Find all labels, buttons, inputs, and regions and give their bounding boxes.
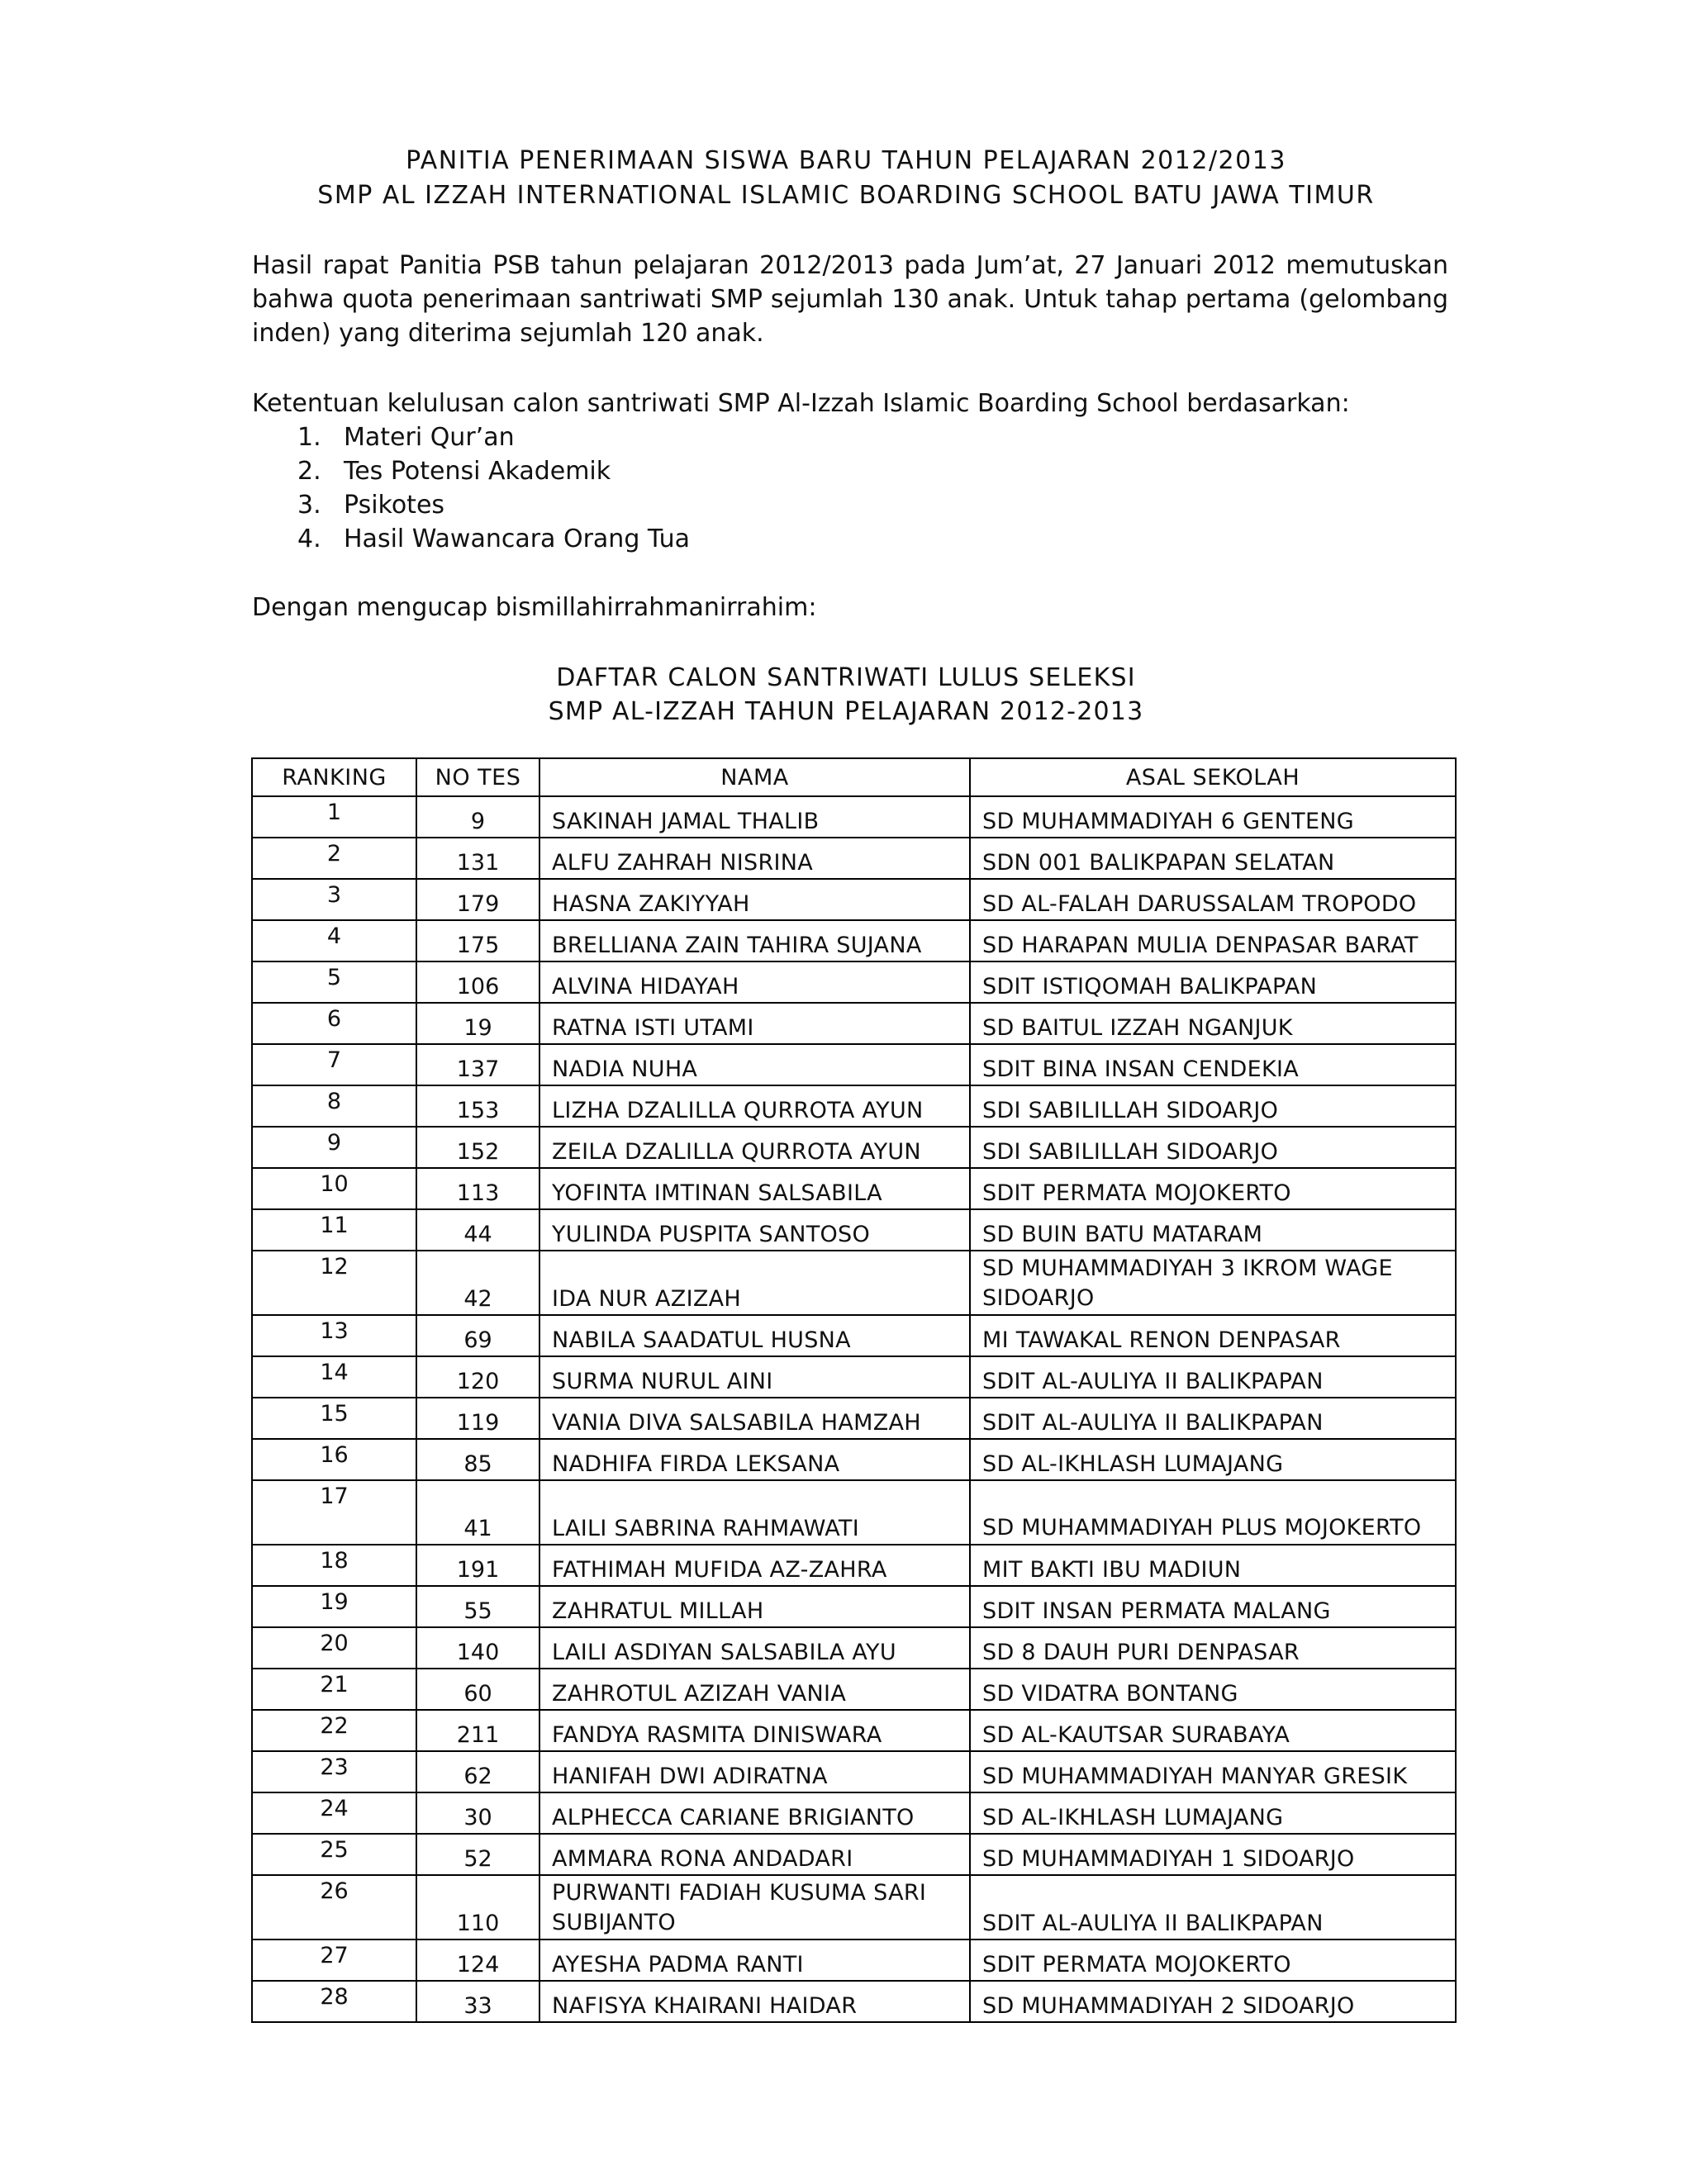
cell-nama: LAILI SABRINA RAHMAWATI: [539, 1480, 970, 1545]
cell-asal-sekolah: SD 8 DAUH PURI DENPASAR: [970, 1627, 1456, 1669]
criteria-number: 3.: [297, 491, 321, 520]
cell-ranking: 16: [252, 1439, 416, 1480]
cell-asal-sekolah: SD VIDATRA BONTANG: [970, 1669, 1456, 1710]
criteria-text: Psikotes: [344, 491, 445, 520]
cell-asal-sekolah: SD BUIN BATU MATARAM: [970, 1209, 1456, 1251]
cell-ranking: 15: [252, 1398, 416, 1439]
table-row: [252, 1398, 1456, 1439]
cell-ranking: 4: [252, 920, 416, 961]
cell-nama: SAKINAH JAMAL THALIB: [539, 796, 970, 838]
cell-asal-sekolah: SDIT BINA INSAN CENDEKIA: [970, 1044, 1456, 1085]
cell-nama: HASNA ZAKIYYAH: [539, 879, 970, 920]
cell-nama: RATNA ISTI UTAMI: [539, 1003, 970, 1044]
table-row: [252, 1168, 1456, 1209]
intro-line: Hasil rapat Panitia PSB tahun pelajaran 2012/2013 pada Jum’at, 27 Januari 2012 memutuskan: [252, 251, 1448, 280]
cell-nama: ALVINA HIDAYAH: [539, 961, 970, 1003]
cell-ranking: 21: [252, 1669, 416, 1710]
cell-ranking: 22: [252, 1710, 416, 1751]
cell-no-tes: 179: [416, 879, 539, 920]
cell-nama: SURMA NURUL AINI: [539, 1356, 970, 1398]
cell-ranking: 5: [252, 961, 416, 1003]
cell-ranking: 9: [252, 1127, 416, 1168]
criteria-list: [297, 420, 690, 556]
cell-no-tes: 44: [416, 1209, 539, 1251]
table-row: [252, 1356, 1456, 1398]
cell-no-tes: 106: [416, 961, 539, 1003]
header-nama: NAMA: [539, 758, 970, 796]
cell-nama: VANIA DIVA SALSABILA HAMZAH: [539, 1398, 970, 1439]
header-no-tes: NO TES: [416, 758, 539, 796]
cell-nama: LIZHA DZALILLA QURROTA AYUN: [539, 1085, 970, 1127]
cell-no-tes: 42: [416, 1251, 539, 1315]
table-row: [252, 1834, 1456, 1875]
cell-nama: HANIFAH DWI ADIRATNA: [539, 1751, 970, 1792]
cell-nama: ZAHROTUL AZIZAH VANIA: [539, 1669, 970, 1710]
cell-no-tes: 211: [416, 1710, 539, 1751]
cell-asal-sekolah: SD AL-IKHLASH LUMAJANG: [970, 1792, 1456, 1834]
cell-asal-sekolah: SD MUHAMMADIYAH 1 SIDOARJO: [970, 1834, 1456, 1875]
cell-no-tes: 119: [416, 1398, 539, 1439]
list-title-line2: SMP AL-IZZAH TAHUN PELAJARAN 2012-2013: [548, 697, 1144, 726]
bismillah-line: Dengan mengucap bismillahirrahmanirrahim:: [252, 593, 817, 622]
cell-no-tes: 124: [416, 1939, 539, 1981]
cell-asal-sekolah: MI TAWAKAL RENON DENPASAR: [970, 1315, 1456, 1356]
cell-nama: BRELLIANA ZAIN TAHIRA SUJANA: [539, 920, 970, 961]
cell-nama: AMMARA RONA ANDADARI: [539, 1834, 970, 1875]
cell-asal-sekolah: SDIT AL-AULIYA II BALIKPAPAN: [970, 1398, 1456, 1439]
table-row: [252, 1209, 1456, 1251]
table-row: [252, 1875, 1456, 1939]
intro-line: inden) yang diterima sejumlah 120 anak.: [252, 319, 764, 348]
cell-nama: ZAHRATUL MILLAH: [539, 1586, 970, 1627]
cell-nama: AYESHA PADMA RANTI: [539, 1939, 970, 1981]
header-asal-sekolah: ASAL SEKOLAH: [970, 758, 1456, 796]
cell-ranking: 27: [252, 1939, 416, 1981]
table-row: [252, 1939, 1456, 1981]
cell-asal-sekolah: SD AL-IKHLASH LUMAJANG: [970, 1439, 1456, 1480]
cell-nama: LAILI ASDIYAN SALSABILA AYU: [539, 1627, 970, 1669]
table-row: [252, 1669, 1456, 1710]
cell-nama: IDA NUR AZIZAH: [539, 1251, 970, 1315]
cell-no-tes: 153: [416, 1085, 539, 1127]
criteria-item: [297, 420, 690, 454]
intro-paragraph: [252, 249, 1448, 350]
table-row: [252, 1251, 1456, 1315]
criteria-item: [297, 522, 690, 556]
criteria-item: [297, 488, 690, 522]
table-row: [252, 1751, 1456, 1792]
cell-ranking: 3: [252, 879, 416, 920]
cell-nama: NABILA SAADATUL HUSNA: [539, 1315, 970, 1356]
results-table: [251, 757, 1457, 2023]
cell-asal-sekolah: SDIT AL-AULIYA II BALIKPAPAN: [970, 1356, 1456, 1398]
cell-asal-sekolah: SDIT PERMATA MOJOKERTO: [970, 1168, 1456, 1209]
cell-ranking: 19: [252, 1586, 416, 1627]
cell-no-tes: 175: [416, 920, 539, 961]
cell-ranking: 28: [252, 1981, 416, 2022]
cell-ranking: 23: [252, 1751, 416, 1792]
document-header-line1: PANITIA PENERIMAAN SISWA BARU TAHUN PELAJARAN 2012/2013: [406, 146, 1286, 175]
cell-ranking: 14: [252, 1356, 416, 1398]
header-ranking: RANKING: [252, 758, 416, 796]
table-row: [252, 1627, 1456, 1669]
cell-ranking: 25: [252, 1834, 416, 1875]
cell-ranking: 2: [252, 838, 416, 879]
criteria-text: Hasil Wawancara Orang Tua: [344, 525, 691, 553]
cell-asal-sekolah: SDIT AL-AULIYA II BALIKPAPAN: [970, 1875, 1456, 1939]
cell-no-tes: 52: [416, 1834, 539, 1875]
cell-ranking: 18: [252, 1545, 416, 1586]
cell-ranking: 10: [252, 1168, 416, 1209]
criteria-number: 4.: [297, 525, 321, 553]
criteria-text: Materi Qur’an: [344, 423, 515, 452]
table-row: [252, 1586, 1456, 1627]
table-header-row: [252, 758, 1456, 796]
criteria-intro: Ketentuan kelulusan calon santriwati SMP Al-Izzah Islamic Boarding School berdasarkan:: [252, 389, 1350, 418]
intro-line: bahwa quota penerimaan santriwati SMP sejumlah 130 anak. Untuk tahap pertama (gelombang: [252, 285, 1448, 314]
list-title-line1: DAFTAR CALON SANTRIWATI LULUS SELEKSI: [556, 663, 1136, 692]
cell-ranking: 11: [252, 1209, 416, 1251]
criteria-text: Tes Potensi Akademik: [344, 457, 611, 486]
cell-nama: ALFU ZAHRAH NISRINA: [539, 838, 970, 879]
cell-no-tes: 9: [416, 796, 539, 838]
cell-nama: ALPHECCA CARIANE BRIGIANTO: [539, 1792, 970, 1834]
cell-no-tes: 131: [416, 838, 539, 879]
cell-nama: PURWANTI FADIAH KUSUMA SARI SUBIJANTO: [539, 1875, 970, 1939]
table-row: [252, 1003, 1456, 1044]
cell-ranking: 17: [252, 1480, 416, 1545]
cell-nama: YULINDA PUSPITA SANTOSO: [539, 1209, 970, 1251]
cell-asal-sekolah: SD MUHAMMADIYAH 6 GENTENG: [970, 796, 1456, 838]
cell-asal-sekolah: SD AL-FALAH DARUSSALAM TROPODO: [970, 879, 1456, 920]
cell-no-tes: 30: [416, 1792, 539, 1834]
cell-nama: NADHIFA FIRDA LEKSANA: [539, 1439, 970, 1480]
table-row: [252, 920, 1456, 961]
cell-no-tes: 110: [416, 1875, 539, 1939]
cell-nama: FANDYA RASMITA DINISWARA: [539, 1710, 970, 1751]
cell-asal-sekolah: SDIT PERMATA MOJOKERTO: [970, 1939, 1456, 1981]
cell-ranking: 20: [252, 1627, 416, 1669]
cell-no-tes: 62: [416, 1751, 539, 1792]
cell-asal-sekolah: SDIT ISTIQOMAH BALIKPAPAN: [970, 961, 1456, 1003]
table-row: [252, 961, 1456, 1003]
cell-asal-sekolah: SD HARAPAN MULIA DENPASAR BARAT: [970, 920, 1456, 961]
table-row: [252, 1044, 1456, 1085]
criteria-number: 1.: [297, 423, 321, 452]
cell-no-tes: 33: [416, 1981, 539, 2022]
cell-nama: ZEILA DZALILLA QURROTA AYUN: [539, 1127, 970, 1168]
table-row: [252, 1085, 1456, 1127]
cell-asal-sekolah: SD MUHAMMADIYAH MANYAR GRESIK: [970, 1751, 1456, 1792]
table-row: [252, 1545, 1456, 1586]
criteria-number: 2.: [297, 457, 321, 486]
table-row: [252, 1792, 1456, 1834]
table-row: [252, 838, 1456, 879]
table-row: [252, 1480, 1456, 1545]
results-body: [252, 796, 1456, 2022]
cell-nama: YOFINTA IMTINAN SALSABILA: [539, 1168, 970, 1209]
cell-no-tes: 137: [416, 1044, 539, 1085]
cell-no-tes: 41: [416, 1480, 539, 1545]
cell-asal-sekolah: SD BAITUL IZZAH NGANJUK: [970, 1003, 1456, 1044]
cell-ranking: 12: [252, 1251, 416, 1315]
cell-no-tes: 152: [416, 1127, 539, 1168]
table-row: [252, 1981, 1456, 2022]
cell-ranking: 13: [252, 1315, 416, 1356]
cell-no-tes: 55: [416, 1586, 539, 1627]
cell-nama: NADIA NUHA: [539, 1044, 970, 1085]
table-row: [252, 796, 1456, 838]
table-row: [252, 1439, 1456, 1480]
table-row: [252, 879, 1456, 920]
document-header-line2: SMP AL IZZAH INTERNATIONAL ISLAMIC BOARDING SCHOOL BATU JAWA TIMUR: [317, 181, 1375, 210]
cell-nama: FATHIMAH MUFIDA AZ-ZAHRA: [539, 1545, 970, 1586]
cell-ranking: 24: [252, 1792, 416, 1834]
cell-asal-sekolah: MIT BAKTI IBU MADIUN: [970, 1545, 1456, 1586]
criteria-item: [297, 454, 690, 488]
cell-asal-sekolah: SD MUHAMMADIYAH PLUS MOJOKERTO: [970, 1480, 1456, 1545]
cell-asal-sekolah: SDI SABILILLAH SIDOARJO: [970, 1127, 1456, 1168]
cell-no-tes: 113: [416, 1168, 539, 1209]
table-row: [252, 1710, 1456, 1751]
cell-nama: NAFISYA KHAIRANI HAIDAR: [539, 1981, 970, 2022]
cell-no-tes: 191: [416, 1545, 539, 1586]
cell-asal-sekolah: SD MUHAMMADIYAH 2 SIDOARJO: [970, 1981, 1456, 2022]
cell-asal-sekolah: SDIT INSAN PERMATA MALANG: [970, 1586, 1456, 1627]
cell-no-tes: 85: [416, 1439, 539, 1480]
cell-ranking: 26: [252, 1875, 416, 1939]
cell-asal-sekolah: SD AL-KAUTSAR SURABAYA: [970, 1710, 1456, 1751]
cell-asal-sekolah: SD MUHAMMADIYAH 3 IKROM WAGE SIDOARJO: [970, 1251, 1456, 1315]
cell-asal-sekolah: SDI SABILILLAH SIDOARJO: [970, 1085, 1456, 1127]
table-row: [252, 1127, 1456, 1168]
cell-ranking: 8: [252, 1085, 416, 1127]
cell-ranking: 1: [252, 796, 416, 838]
cell-ranking: 7: [252, 1044, 416, 1085]
cell-asal-sekolah: SDN 001 BALIKPAPAN SELATAN: [970, 838, 1456, 879]
cell-no-tes: 140: [416, 1627, 539, 1669]
cell-no-tes: 120: [416, 1356, 539, 1398]
cell-ranking: 6: [252, 1003, 416, 1044]
cell-no-tes: 69: [416, 1315, 539, 1356]
table-row: [252, 1315, 1456, 1356]
cell-no-tes: 19: [416, 1003, 539, 1044]
cell-no-tes: 60: [416, 1669, 539, 1710]
